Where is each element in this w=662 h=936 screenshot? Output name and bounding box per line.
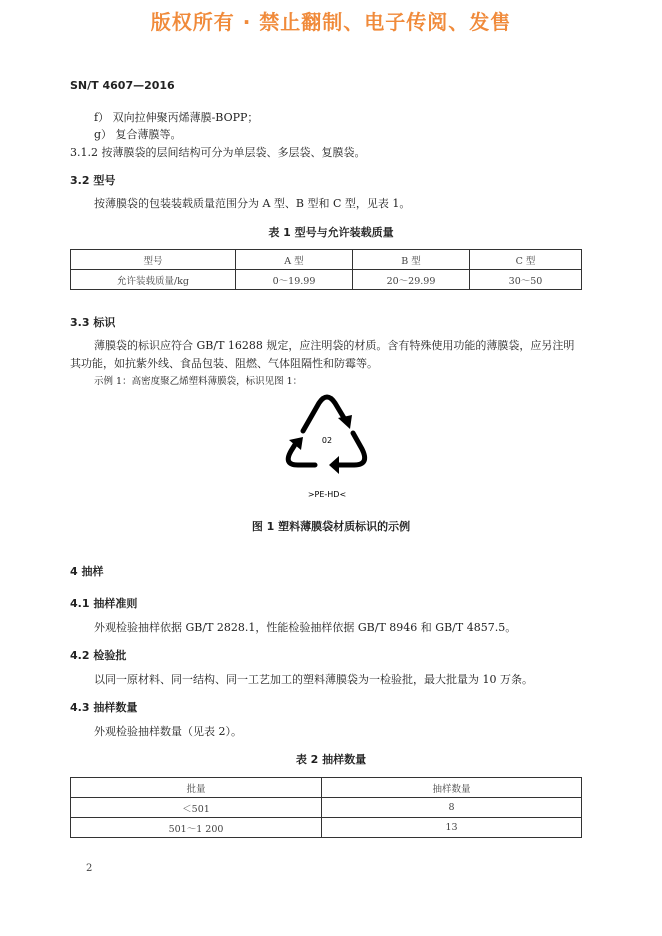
table-header-cell: 抽样数量	[322, 778, 582, 798]
heading-4-3: 4.3 抽样数量	[70, 701, 138, 714]
paragraph-3-2: 按薄膜袋的包装装载质量范围分为 A 型、B 型和 C 型，见表 1。	[94, 197, 411, 210]
table-1	[70, 249, 582, 290]
table-cell: 20～29.99	[353, 270, 470, 290]
table-2	[70, 777, 582, 838]
recycling-triangle-icon	[284, 393, 370, 505]
figure1-caption: 图 1 塑料薄膜袋材质标识的示例	[251, 520, 411, 533]
paragraph-4-3: 外观检验抽样数量（见表 2）。	[94, 725, 242, 738]
table-header-cell: 型号	[71, 250, 236, 270]
table-cell: ＜501	[71, 798, 322, 818]
list-item-g: g） 复合薄膜等。	[94, 128, 182, 141]
standard-number: SN/T 4607—2016	[70, 79, 175, 92]
table-cell: 8	[322, 798, 582, 818]
heading-3-3: 3.3 标识	[70, 316, 116, 329]
table1-caption: 表 1 型号与允许装载质量	[268, 226, 394, 239]
example-1: 示例 1：高密度聚乙烯塑料薄膜袋，标识见图 1：	[94, 376, 303, 387]
table-cell: 30～50	[470, 270, 582, 290]
paragraph-3-3-line1: 薄膜袋的标识应符合 GB/T 16288 规定，应注明袋的材质。含有特殊使用功能的薄膜袋，应另注明	[94, 339, 575, 352]
table-header-cell: B 型	[353, 250, 470, 270]
table-cell: 501～1 200	[71, 818, 322, 838]
material-label: >PE-HD<	[307, 490, 347, 499]
heading-4: 4 抽样	[70, 565, 104, 578]
heading-3-2: 3.2 型号	[70, 174, 116, 187]
heading-4-1: 4.1 抽样准则	[70, 597, 138, 610]
paragraph-4-1: 外观检验抽样依据 GB/T 2828.1，性能检验抽样依据 GB/T 8946 和 GB/T 4857.5。	[94, 621, 517, 634]
watermark-banner: 版权所有 · 禁止翻制、电子传阅、发售	[150, 10, 512, 34]
recycling-symbol-figure	[284, 393, 370, 505]
clause-3-1-2: 3.1.2 按薄膜袋的层间结构可分为单层袋、多层袋、复膜袋。	[70, 146, 366, 159]
table-cell: 0～19.99	[236, 270, 353, 290]
table-row	[71, 270, 582, 290]
paragraph-3-3-line2: 其功能，如抗紫外线、食品包装、阻燃、气体阻隔性和防霉等。	[70, 357, 378, 370]
page-number: 2	[86, 863, 93, 874]
table-header-cell: C 型	[470, 250, 582, 270]
heading-4-2: 4.2 检验批	[70, 649, 127, 662]
paragraph-4-2: 以同一原材料、同一结构、同一工艺加工的塑料薄膜袋为一检验批，最大批量为 10 万条。	[94, 673, 533, 686]
resin-code: 02	[321, 436, 333, 445]
table2-caption: 表 2 抽样数量	[295, 753, 367, 766]
table-row	[71, 798, 582, 818]
table-row	[71, 818, 582, 838]
table-row	[71, 778, 582, 798]
table-row	[71, 250, 582, 270]
table-cell: 允许装载质量/kg	[71, 270, 236, 290]
list-item-f: f） 双向拉伸聚丙烯薄膜-BOPP；	[94, 111, 259, 124]
table-header-cell: A 型	[236, 250, 353, 270]
table-header-cell: 批量	[71, 778, 322, 798]
table-cell: 13	[322, 818, 582, 838]
